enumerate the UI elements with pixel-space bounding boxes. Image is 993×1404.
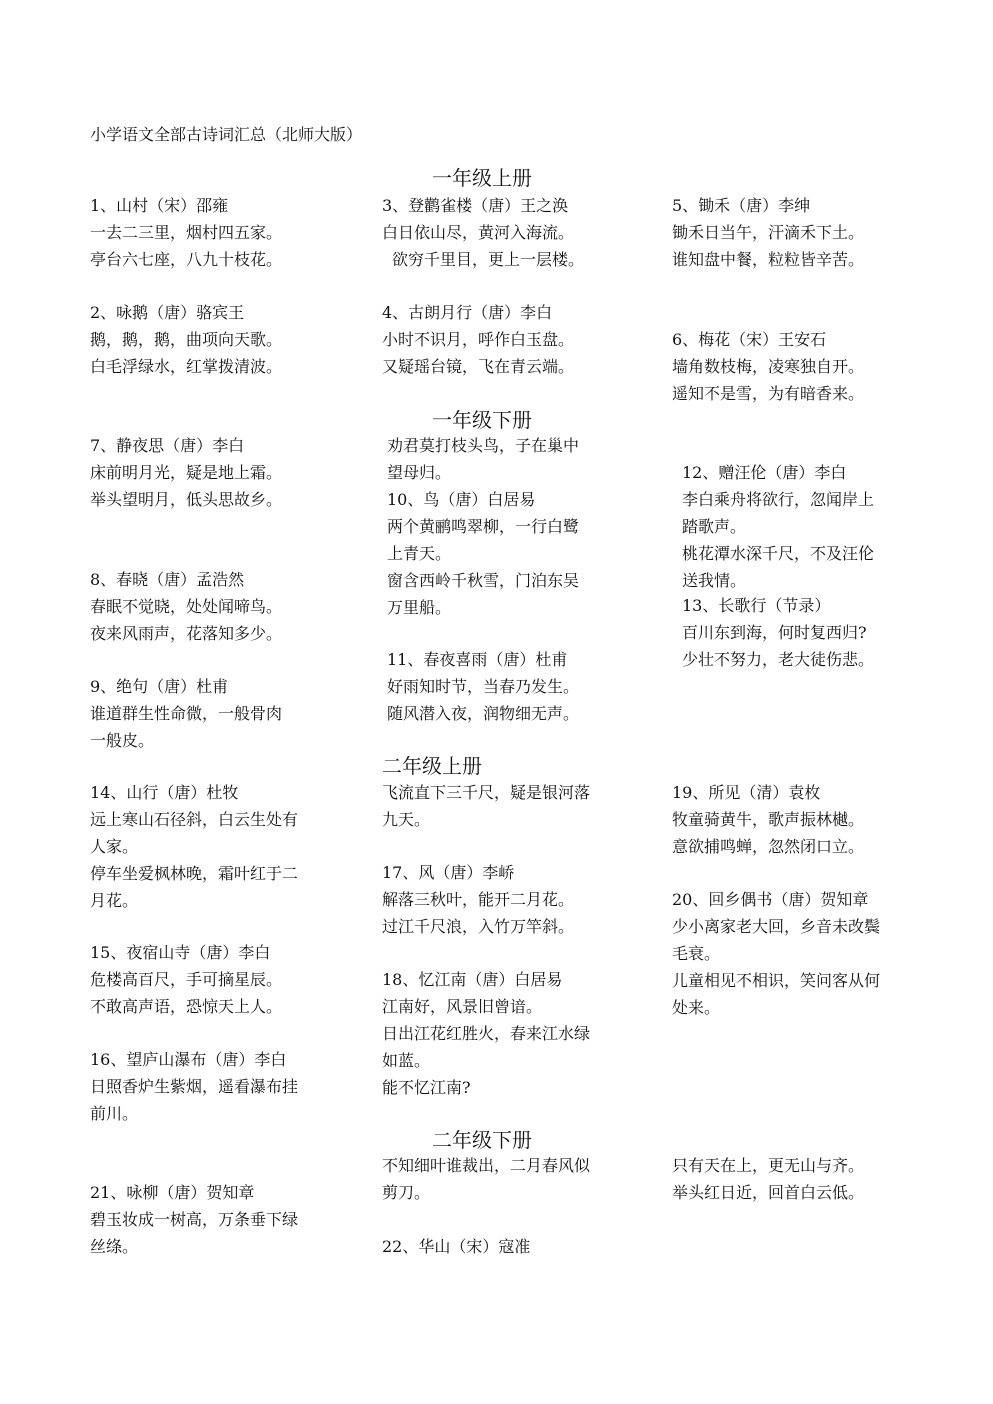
- poem-line: 日照香炉生紫烟，遥看瀑布挂: [90, 1077, 299, 1096]
- poem-title: 12、赠汪伦（唐）李白: [682, 463, 847, 482]
- poem-4: [382, 299, 622, 380]
- poem-line: 举头望明月，低头思故乡。: [90, 490, 283, 509]
- poem-line: 如蓝。: [382, 1051, 431, 1070]
- poem-18: [382, 966, 622, 1101]
- poem-line: 墙角数枝梅，凌寒独自开。: [672, 357, 865, 376]
- poem-3: [382, 192, 622, 273]
- poem-line: 过江千尺浪，入竹万竿斜。: [382, 917, 575, 936]
- poem-line: 举头红日近，回首白云低。: [672, 1183, 865, 1202]
- poem-21-continued: [382, 1152, 622, 1206]
- poem-title: 5、锄禾（唐）李绅: [672, 196, 811, 215]
- poem-line: 毛衰。: [672, 944, 721, 963]
- poem-15: [90, 939, 330, 1020]
- poem-7: [90, 432, 330, 513]
- poem-line: 解落三秋叶，能开二月花。: [382, 890, 575, 909]
- poem-line: 百川东到海，何时复西归?: [682, 623, 867, 642]
- poem-21: [90, 1179, 330, 1260]
- poem-22-continued: [672, 1152, 912, 1206]
- poem-line: 望母归。: [387, 463, 452, 482]
- poem-line: 鹅，鹅，鹅，曲项向天歌。: [90, 330, 283, 349]
- poem-line: 送我情。: [682, 571, 747, 590]
- poem-line: 两个黄鹂鸣翠柳，一行白鹭: [387, 517, 580, 536]
- poem-title: 22、华山（宋）寇准: [382, 1237, 531, 1256]
- poem-title: 1、山村（宋）邵雍: [90, 196, 229, 215]
- poem-line: 劝君莫打枝头鸟，子在巢中: [387, 436, 580, 455]
- section-heading-grade1-upper: 一年级上册: [432, 166, 532, 190]
- poem-line: 能不忆江南?: [382, 1078, 471, 1097]
- poem-line: 亭台六七座，八九十枝花。: [90, 250, 283, 269]
- poem-line: 飞流直下三千尺，疑是银河落: [382, 783, 591, 802]
- poem-16: [90, 1046, 330, 1127]
- poem-line: 少壮不努力，老大徒伤悲。: [682, 650, 875, 669]
- poem-line: 危楼高百尺，手可摘星辰。: [90, 970, 283, 989]
- poem-title: 4、古朗月行（唐）李白: [382, 303, 553, 322]
- poem-12: [682, 459, 922, 594]
- section-heading-grade1-lower: 一年级下册: [432, 408, 532, 432]
- document-title: 小学语文全部古诗词汇总（北师大版）: [90, 125, 363, 144]
- poem-title: 18、忆江南（唐）白居易: [382, 970, 563, 989]
- poem-line: 桃花潭水深千尺，不及汪伦: [682, 544, 875, 563]
- poem-line: 九天。: [382, 810, 431, 829]
- poem-title: 7、静夜思（唐）李白: [90, 436, 245, 455]
- poem-line: 少小离家老大回，乡音未改鬓: [672, 917, 881, 936]
- poem-16-continued: [382, 779, 622, 833]
- poem-22: [382, 1233, 622, 1260]
- poem-line: 不敢高声语，恐惊天上人。: [90, 997, 283, 1016]
- poem-line: 不知细叶谁裁出，二月春风似: [382, 1156, 591, 1175]
- poem-17: [382, 859, 622, 940]
- poem-title: 10、鸟（唐）白居易: [387, 490, 536, 509]
- poem-title: 6、梅花（宋）王安石: [672, 330, 827, 349]
- poem-line: 远上寒山石径斜，白云生处有: [90, 810, 299, 829]
- poem-line: 随风潜入夜，润物细无声。: [387, 704, 580, 723]
- poem-title: 13、长歌行（节录）: [682, 596, 831, 615]
- poem-1: [90, 192, 330, 273]
- poem-title: 15、夜宿山寺（唐）李白: [90, 943, 271, 962]
- poem-title: 3、登鹳雀楼（唐）王之涣: [382, 196, 569, 215]
- section-heading-grade2-lower: 二年级下册: [432, 1128, 532, 1152]
- poem-title: 2、咏鹅（唐）骆宾王: [90, 303, 245, 322]
- poem-line: 遥知不是雪，为有暗香来。: [672, 384, 865, 403]
- poem-title: 19、所见（清）袁枚: [672, 783, 821, 802]
- poem-line: 牧童骑黄牛，歌声振林樾。: [672, 810, 865, 829]
- poem-line: 小时不识月，呼作白玉盘。: [382, 330, 575, 349]
- poem-line: 万里船。: [387, 598, 452, 617]
- poem-line: 谁道群生性命微，一般骨肉: [90, 704, 283, 723]
- poem-line: 月花。: [90, 891, 139, 910]
- poem-line: 意欲捕鸣蝉，忽然闭口立。: [672, 837, 865, 856]
- poem-line: 儿童相见不相识，笑问客从何: [672, 971, 881, 990]
- poem-line: 床前明月光，疑是地上霜。: [90, 463, 283, 482]
- poem-9-continued: [387, 432, 627, 486]
- poem-line: 只有天在上，更无山与齐。: [672, 1156, 865, 1175]
- poem-title: 21、咏柳（唐）贺知章: [90, 1183, 255, 1202]
- poem-line: 谁知盘中餐，粒粒皆辛苦。: [672, 250, 865, 269]
- poem-2: [90, 299, 330, 380]
- poem-line: 夜来风雨声，花落知多少。: [90, 624, 283, 643]
- poem-line: 一去二三里，烟村四五家。: [90, 223, 283, 242]
- poem-line: 春眠不觉晓，处处闻啼鸟。: [90, 597, 283, 616]
- poem-10: [387, 486, 627, 621]
- section-heading-grade2-upper: 二年级上册: [382, 754, 482, 778]
- poem-line: 丝绦。: [90, 1237, 139, 1256]
- poem-title: 14、山行（唐）杜牧: [90, 783, 239, 802]
- poem-line: 白日依山尽，黄河入海流。: [382, 223, 575, 242]
- poem-line: 前川。: [90, 1104, 139, 1123]
- poem-line: 上青天。: [387, 544, 452, 563]
- poem-line: 一般皮。: [90, 731, 155, 750]
- poem-line: 踏歌声。: [682, 517, 747, 536]
- poem-8: [90, 566, 330, 647]
- poem-line: 欲穷千里目，更上一层楼。: [392, 250, 585, 269]
- poem-line: 处来。: [672, 998, 721, 1017]
- poem-line: 白毛浮绿水，红掌拨清波。: [90, 357, 283, 376]
- poem-title: 20、回乡偶书（唐）贺知章: [672, 890, 869, 909]
- poem-13: [682, 592, 922, 673]
- poem-line: 又疑瑶台镜，飞在青云端。: [382, 357, 575, 376]
- poem-title: 9、绝句（唐）杜甫: [90, 677, 229, 696]
- poem-title: 8、春晓（唐）孟浩然: [90, 570, 245, 589]
- poem-line: 窗含西岭千秋雪，门泊东吴: [387, 571, 580, 590]
- poem-20: [672, 886, 912, 1021]
- poem-line: 剪刀。: [382, 1183, 431, 1202]
- poem-line: 江南好，风景旧曾谙。: [382, 997, 543, 1016]
- poem-6: [672, 326, 912, 407]
- poem-9: [90, 673, 330, 754]
- poem-line: 李白乘舟将欲行，忽闻岸上: [682, 490, 875, 509]
- poem-line: 日出江花红胜火，春来江水绿: [382, 1024, 591, 1043]
- poem-line: 锄禾日当午，汗滴禾下土。: [672, 223, 865, 242]
- poem-11: [387, 646, 627, 727]
- poem-14: [90, 779, 330, 914]
- poem-line: 停车坐爱枫林晚，霜叶红于二: [90, 864, 299, 883]
- poem-line: 好雨知时节，当春乃发生。: [387, 677, 580, 696]
- poem-line: 人家。: [90, 837, 139, 856]
- poem-line: 碧玉妆成一树高，万条垂下绿: [90, 1210, 299, 1229]
- poem-title: 17、风（唐）李峤: [382, 863, 515, 882]
- poem-title: 16、望庐山瀑布（唐）李白: [90, 1050, 287, 1069]
- poem-19: [672, 779, 912, 860]
- poem-title: 11、春夜喜雨（唐）杜甫: [387, 650, 568, 669]
- poem-5: [672, 192, 912, 273]
